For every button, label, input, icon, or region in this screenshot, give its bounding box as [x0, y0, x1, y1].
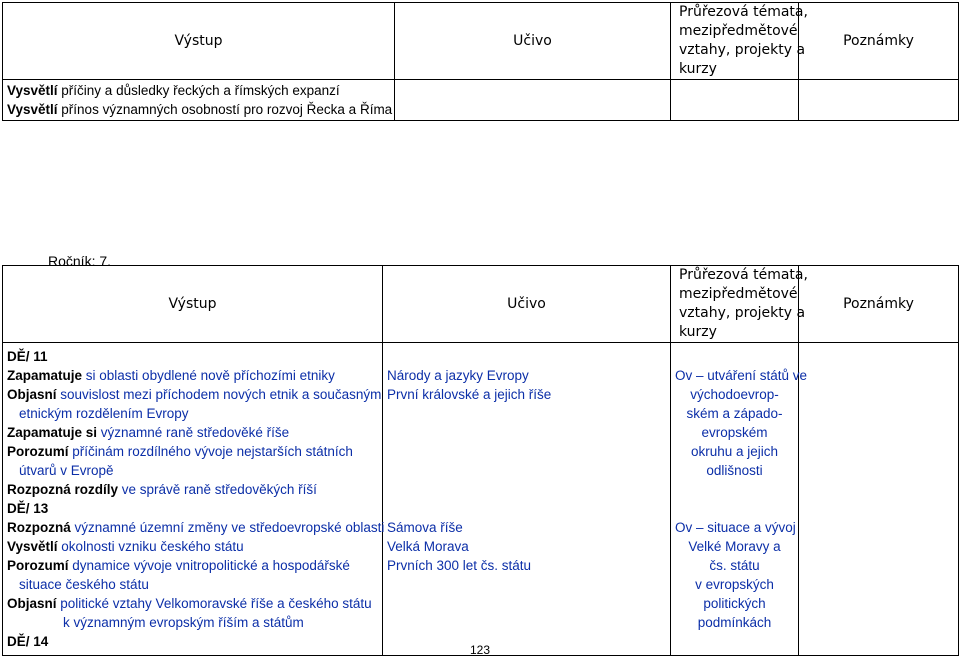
cross-item: východoevrop-: [690, 387, 779, 402]
cross-item: evropském: [701, 425, 768, 440]
outcome-line: k významným evropským říším a státům: [63, 615, 304, 630]
outcome-line: Objasní politické vztahy Velkomoravské říše a českého státu: [7, 596, 372, 611]
ucivo-item: Sámova říše: [387, 520, 463, 535]
page-number: 123: [469, 643, 491, 657]
ucivo-item: Velká Morava: [387, 539, 469, 554]
header-cross-topics: Průřezová témata, mezipředmětové vztahy, projekty a kurzy: [671, 266, 799, 343]
notes-cell: [799, 343, 959, 656]
cross-item: ském a západo-: [686, 406, 783, 421]
outcome-line: útvarů v Evropě: [19, 463, 114, 478]
cross-item: politických: [703, 596, 766, 611]
table-header-row: [3, 266, 959, 343]
header-ucivo: Učivo: [395, 3, 671, 80]
header-ucivo: Učivo: [383, 266, 671, 343]
outcome-line: Objasní souvislost mezi příchodem nových etnik a současným: [7, 387, 382, 402]
cross-item: odlišnosti: [706, 463, 763, 478]
cross-item: Ov – utváření států ve: [675, 368, 808, 383]
ucivo-item: První královské a jejich říše: [387, 387, 552, 402]
outcomes-cell: [3, 343, 383, 656]
outcome-line: Vysvětlí okolnosti vzniku českého státu: [7, 539, 244, 554]
cross-item: v evropských: [695, 577, 774, 592]
header-vystup: Výstup: [3, 3, 395, 80]
cross-item: čs. státu: [709, 558, 760, 573]
cross-item: Velké Moravy a: [688, 539, 781, 554]
outcome-line: Zapamatuje si významné raně středověké říše: [7, 425, 290, 440]
outcome-line: situace českého státu: [19, 577, 149, 592]
ucivo-item: Prvních 300 let čs. státu: [387, 558, 532, 573]
notes-cell: [799, 80, 959, 121]
section-code: DĚ/ 11: [7, 349, 48, 364]
header-poznamky: Poznámky: [799, 266, 959, 343]
table-header-row: [3, 3, 959, 80]
cross-item: podmínkách: [697, 615, 772, 630]
outcome-line: Rozpozná rozdíly ve správě raně středověkých říší: [7, 482, 317, 497]
header-poznamky: Poznámky: [799, 3, 959, 80]
ucivo-cell: [395, 80, 671, 121]
ucivo-cell: [383, 343, 671, 656]
cross-item: Ov – situace a vývoj: [675, 520, 796, 535]
section-code: DĚ/ 14: [7, 634, 49, 649]
section-code: DĚ/ 13: [7, 501, 49, 516]
outcome-line: Vysvětlí přínos významných osobností pro rozvoj Řecka a Říma: [7, 102, 393, 117]
header-cross-topics: Průřezová témata, mezipředmětové vztahy, projekty a kurzy: [671, 3, 799, 80]
table-row: [3, 343, 959, 656]
table-row: [3, 80, 959, 121]
outcome-line: Vysvětlí příčiny a důsledky řeckých a římských expanzí: [7, 83, 340, 98]
outcome-line: Rozpozná významné územní změny ve středoevropské oblasti: [7, 520, 385, 535]
cross-item: okruhu a jejich: [690, 444, 779, 459]
outcomes-cell: [3, 80, 395, 121]
ucivo-item: Národy a jazyky Evropy: [387, 368, 529, 383]
outcome-line: Zapamatuje si oblasti obydlené nově příchozími etniky: [7, 368, 335, 383]
outcome-line: Porozumí příčinám rozdílného vývoje nejstarších státních: [7, 444, 353, 459]
cross-cell: [671, 80, 799, 121]
cross-cell: [671, 343, 808, 656]
curriculum-table-top: [2, 2, 959, 121]
header-vystup: Výstup: [3, 266, 383, 343]
curriculum-table-year7: [2, 265, 959, 656]
outcome-line: Porozumí dynamice vývoje vnitropolitické a hospodářské: [7, 558, 350, 573]
year-label: Ročník: 7.: [48, 253, 112, 269]
outcome-line: etnickým rozdělením Evropy: [19, 406, 189, 421]
